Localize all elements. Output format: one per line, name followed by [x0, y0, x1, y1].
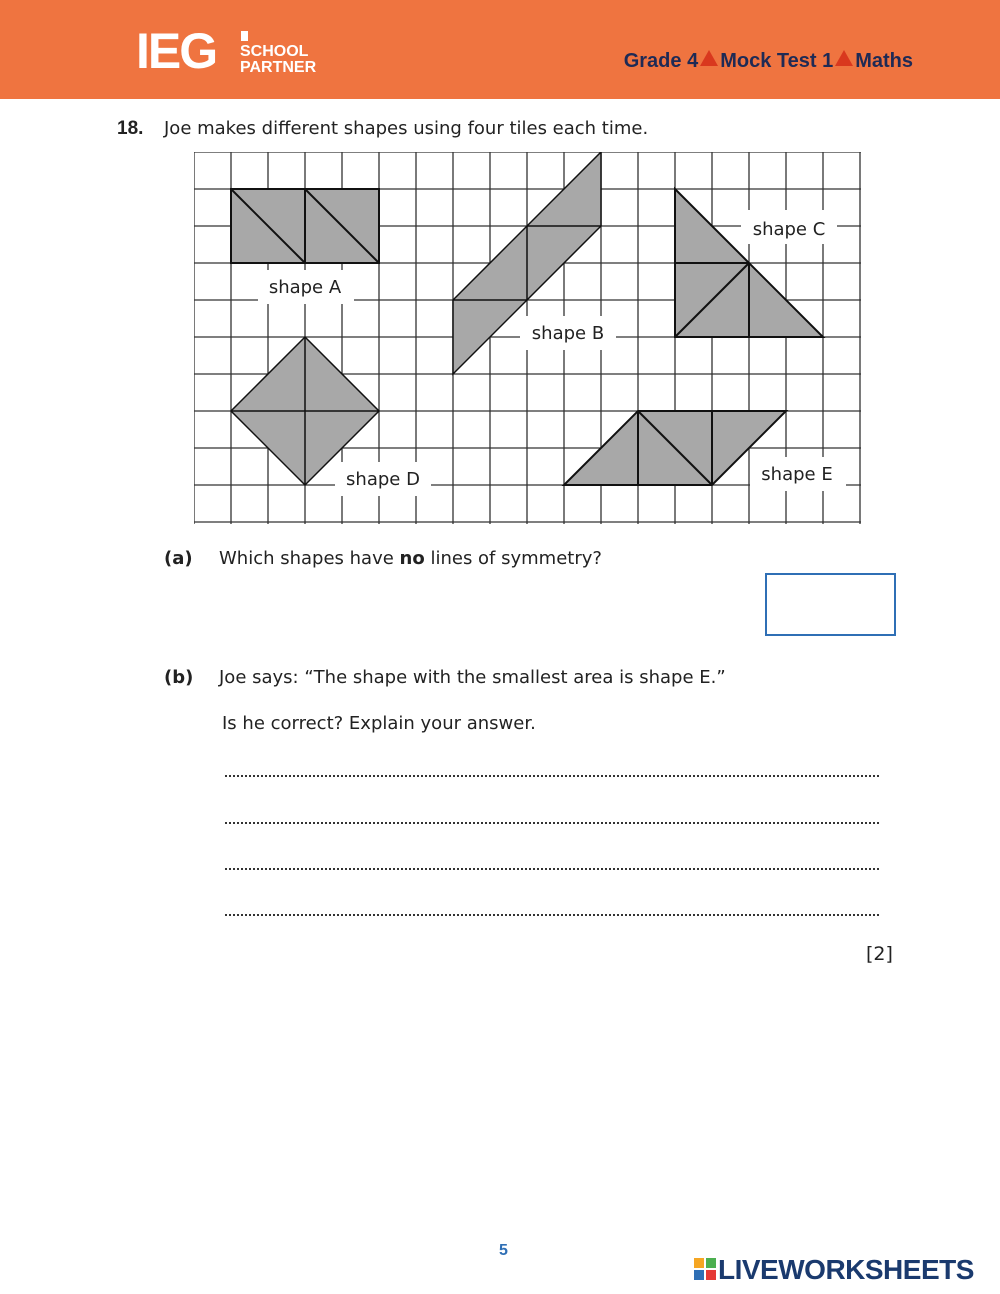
question-number: 18.	[117, 118, 144, 139]
shapes-grid-figure	[194, 152, 862, 525]
answer-line-3[interactable]	[225, 868, 879, 870]
grade-label: Grade 4	[623, 50, 699, 72]
answer-line-1[interactable]	[225, 775, 879, 777]
part-a-question	[219, 548, 602, 570]
page-header	[0, 0, 1000, 99]
logo-subtitle	[240, 44, 316, 76]
test-label: Mock Test 1	[720, 50, 834, 72]
answer-line-4[interactable]	[225, 914, 879, 916]
shape-a-label: shape A	[268, 277, 342, 298]
logo-flag-icon	[241, 31, 248, 41]
logo-partner: PARTNER	[240, 59, 317, 76]
liveworksheets-brand: LIVEWORKSHEETS	[718, 1254, 974, 1285]
triangle-separator-icon	[835, 50, 853, 66]
part-a-text-end: lines of symmetry?	[424, 548, 602, 569]
part-b-statement: Joe says: “The shape with the smallest area is shape E.”	[219, 667, 726, 688]
shape-e-label: shape E	[761, 464, 833, 485]
triangle-separator-icon	[700, 50, 718, 66]
ieg-logo: IEG	[136, 23, 217, 79]
part-b-label: (b)	[164, 667, 194, 688]
answer-line-2[interactable]	[225, 822, 879, 824]
part-a-text: Which shapes have	[219, 548, 400, 569]
subject-label: Maths	[855, 50, 913, 72]
page-number: 5	[499, 1242, 508, 1259]
marks-label: [2]	[866, 943, 893, 965]
part-a-label: (a)	[164, 548, 193, 569]
part-a-bold-text: no	[399, 548, 425, 569]
liveworksheets-icon	[694, 1258, 716, 1280]
part-b-prompt: Is he correct? Explain your answer.	[222, 713, 536, 734]
shape-d-label: shape D	[346, 469, 420, 490]
shape-a	[231, 189, 379, 263]
question-stem: Joe makes different shapes using four tiles each time.	[164, 118, 649, 139]
shape-c-label: shape C	[752, 219, 826, 240]
logo-school: SCHOOL	[240, 43, 309, 60]
header-title	[624, 49, 913, 73]
part-a-answer-box[interactable]	[765, 573, 896, 636]
shape-b-label: shape B	[531, 323, 605, 344]
